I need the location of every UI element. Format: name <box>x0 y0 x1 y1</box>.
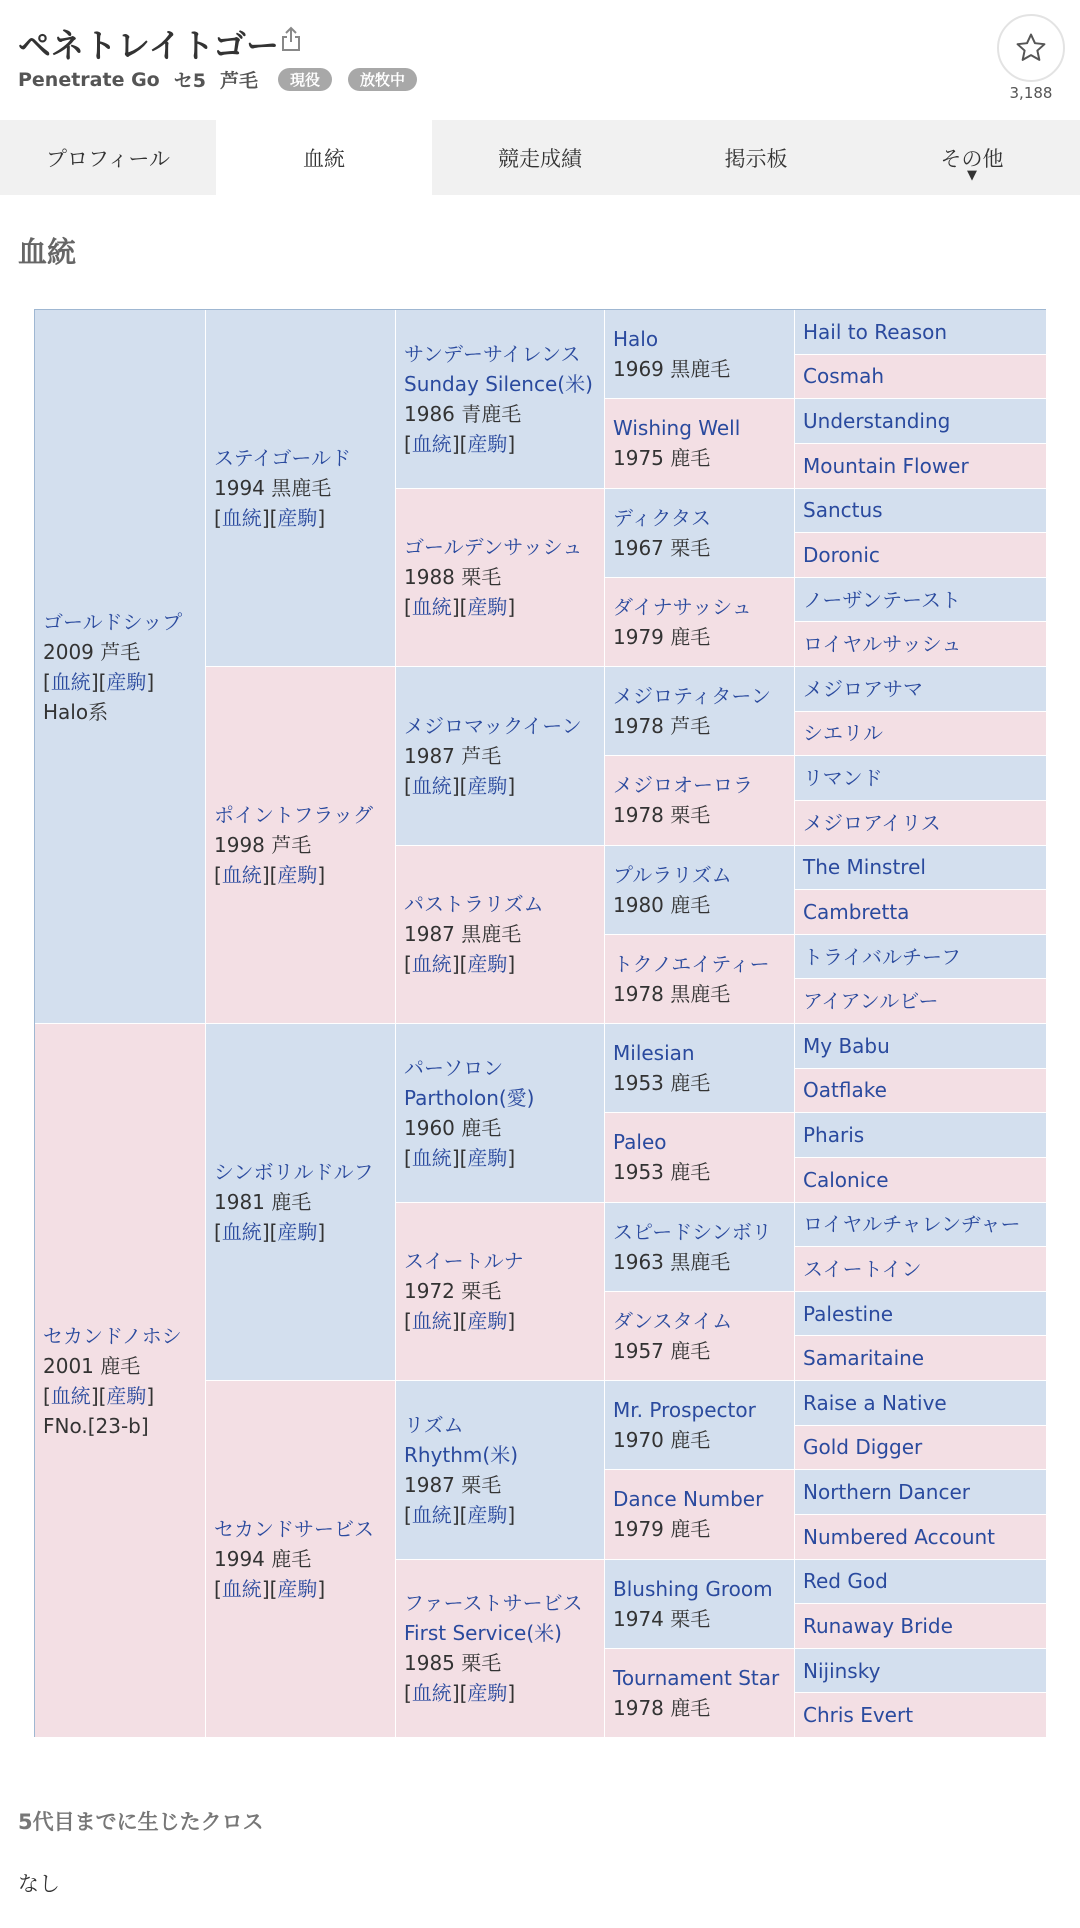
pedigree-cell <box>605 1024 795 1113</box>
ancestor-name-link[interactable]: Samaritaine <box>803 1346 925 1371</box>
ancestor-name-link[interactable]: The Minstrel <box>803 855 926 880</box>
ancestor-name-link[interactable]: Blushing Groom <box>613 1576 773 1601</box>
ancestor-name-link[interactable]: ステイゴールド <box>214 446 351 470</box>
pedigree-cell <box>396 667 605 846</box>
bracket-text: ][ <box>451 431 468 456</box>
pedigree-cell <box>795 979 1047 1024</box>
ancestor-name-link[interactable]: Runaway Bride <box>803 1613 953 1638</box>
bracket-text: [ <box>404 1681 412 1706</box>
bracket-text: [ <box>404 431 412 456</box>
pedigree-cell <box>795 756 1047 801</box>
cross-value: なし <box>18 1872 60 1896</box>
ancestor-links <box>214 503 395 533</box>
ancestor-name-link[interactable]: トライバルチーフ <box>803 944 961 969</box>
ancestor-name-link[interactable]: Wishing Well <box>613 416 741 441</box>
ancestor-links <box>214 1574 395 1604</box>
ancestor-name-link[interactable]: プルラリズム <box>613 862 732 887</box>
pedigree-link[interactable]: 血統 <box>221 863 262 887</box>
ancestor-name-link[interactable]: Understanding <box>803 409 951 434</box>
pedigree-cell <box>795 1247 1047 1292</box>
ancestor-info: 1979 鹿毛 <box>613 1517 711 1542</box>
ancestor-name-link[interactable]: Tournament Star <box>613 1665 780 1690</box>
ancestor-name-link[interactable]: リズム <box>404 1412 464 1437</box>
bracket-text: [ <box>214 863 222 887</box>
bracket-text: ][ <box>90 1383 107 1408</box>
bracket-text: [ <box>214 506 222 530</box>
bracket-text: ][ <box>261 863 278 887</box>
pedigree-cell <box>795 1649 1047 1694</box>
ancestor-name-en-link[interactable]: Rhythm(米) <box>404 1442 519 1467</box>
pedigree-cell <box>396 1381 605 1560</box>
status-badge-active: 現役 <box>278 68 332 91</box>
ancestor-name-link[interactable]: ノーザンテースト <box>803 587 961 612</box>
pedigree-cell <box>605 489 795 578</box>
bracket-text: ] <box>317 1220 326 1244</box>
pedigree-link[interactable]: 血統 <box>50 669 91 694</box>
ancestor-info: 1987 栗毛 <box>404 1472 502 1497</box>
ancestor-info: 1994 黒鹿毛 <box>214 476 332 500</box>
bracket-text: [ <box>404 1502 412 1527</box>
favorite-button[interactable] <box>997 14 1065 82</box>
pedigree-cell <box>605 756 795 845</box>
ancestor-name-link[interactable]: Chris Evert <box>803 1703 914 1728</box>
tab-other-label: その他 <box>940 146 1004 171</box>
ancestor-name-link[interactable]: Mountain Flower <box>803 453 969 478</box>
ancestor-name-link[interactable]: トクノエイティー <box>613 951 770 976</box>
bracket-text: ] <box>507 431 516 456</box>
ancestor-info: 1972 栗毛 <box>404 1279 502 1304</box>
pedigree-cell <box>396 489 605 668</box>
tab-pedigree[interactable]: 血統 <box>216 120 432 195</box>
ancestor-name-link[interactable]: Dance Number <box>613 1487 764 1512</box>
ancestor-name-link[interactable]: ダイナサッシュ <box>613 594 752 619</box>
bracket-text: [ <box>404 1145 412 1170</box>
pedigree-cell <box>605 578 795 667</box>
pedigree-cell <box>795 1203 1047 1248</box>
bracket-text: ] <box>507 773 516 798</box>
ancestor-name-link[interactable]: リマンド <box>803 766 883 791</box>
ancestor-info: 1963 黒鹿毛 <box>613 1249 731 1274</box>
ancestor-name-link[interactable]: メジロマックイーン <box>404 713 582 738</box>
pedigree-cell <box>605 1381 795 1470</box>
ancestor-links <box>404 1306 604 1336</box>
ancestor-links <box>404 592 604 622</box>
ancestor-info: 1978 芦毛 <box>613 714 711 739</box>
ancestor-info: 1969 黒鹿毛 <box>613 357 731 382</box>
ancestor-name-link[interactable]: メジロティターン <box>613 684 771 709</box>
horse-name: ペネトレイトゴー <box>18 26 280 65</box>
tab-race-results[interactable]: 競走成績 <box>498 146 582 171</box>
pedigree-cell <box>396 1560 605 1739</box>
ancestor-name-link[interactable]: ゴールドシップ <box>43 609 183 634</box>
horse-subline <box>18 66 427 93</box>
bracket-text: ] <box>507 1145 516 1170</box>
ancestor-name-link[interactable]: Palestine <box>803 1301 894 1326</box>
pedigree-cell <box>795 1158 1047 1203</box>
ancestor-name-link[interactable]: ダンスタイム <box>613 1308 733 1333</box>
pedigree-link[interactable]: 血統 <box>50 1383 91 1408</box>
ancestor-info: 1960 鹿毛 <box>404 1115 502 1140</box>
pedigree-cell <box>396 1203 605 1382</box>
bracket-text: ][ <box>451 1145 468 1170</box>
pedigree-cell <box>795 578 1047 623</box>
chevron-down-icon: ▼ <box>967 168 977 183</box>
pedigree-table <box>34 309 1046 1737</box>
offspring-link[interactable]: 産駒 <box>467 1681 508 1706</box>
ancestor-name-link[interactable]: Paleo <box>613 1130 667 1155</box>
bracket-text: ] <box>507 952 516 977</box>
status-badge-resting: 放牧中 <box>348 68 417 91</box>
offspring-link[interactable]: 産駒 <box>467 595 508 620</box>
ancestor-info: 1957 鹿毛 <box>613 1338 711 1363</box>
pedigree-cell <box>795 444 1047 489</box>
ancestor-info: 1970 鹿毛 <box>613 1428 711 1453</box>
ancestor-name-link[interactable]: Raise a Native <box>803 1390 947 1415</box>
pedigree-link[interactable]: 血統 <box>221 1577 262 1601</box>
pedigree-cell <box>605 846 795 935</box>
bracket-text: [ <box>404 952 412 977</box>
horse-sex-age: セ5 <box>173 70 206 92</box>
ancestor-name-link[interactable]: My Babu <box>803 1033 890 1058</box>
ancestor-links <box>404 429 604 459</box>
ancestor-name-link[interactable]: ファーストサービス <box>404 1591 583 1616</box>
bracket-text: ][ <box>451 773 468 798</box>
ancestor-name-link[interactable]: Oatflake <box>803 1078 887 1103</box>
ancestor-links <box>404 1678 604 1708</box>
pedigree-cell <box>605 1649 795 1738</box>
ancestor-name-en-link[interactable]: First Service(米) <box>404 1621 562 1646</box>
pedigree-cell <box>795 533 1047 578</box>
tab-other[interactable] <box>864 120 1080 195</box>
ancestor-name-link[interactable]: ポイントフラッグ <box>214 803 373 827</box>
pedigree-cell <box>396 846 605 1025</box>
pedigree-cell <box>795 1560 1047 1605</box>
ancestor-links <box>43 1381 205 1411</box>
pedigree-cell <box>795 890 1047 935</box>
bracket-text: [ <box>404 595 412 620</box>
bracket-text: [ <box>404 773 412 798</box>
ancestor-name-link[interactable]: スピードシンボリ <box>613 1219 772 1244</box>
pedigree-cell <box>396 310 605 489</box>
ancestor-name-link[interactable]: パストラリズム <box>404 892 544 917</box>
bracket-text: ] <box>317 506 326 530</box>
ancestor-info: 2001 鹿毛 <box>43 1353 141 1378</box>
ancestor-name-link[interactable]: パーソロン <box>404 1055 504 1080</box>
ancestor-name-link[interactable]: メジロオーロラ <box>613 773 753 798</box>
ancestor-name-link[interactable]: スイートルナ <box>404 1249 524 1274</box>
bracket-text: ][ <box>90 669 107 694</box>
ancestor-info: 1981 鹿毛 <box>214 1190 312 1214</box>
pedigree-cell <box>795 667 1047 712</box>
ancestor-name-link[interactable]: スイートイン <box>803 1256 922 1281</box>
bracket-text: ][ <box>261 1577 278 1601</box>
pedigree-cell <box>206 1024 396 1381</box>
pedigree-cell <box>396 1024 605 1203</box>
pedigree-cell <box>206 1381 396 1738</box>
pedigree-cell <box>795 355 1047 400</box>
offspring-link[interactable]: 産駒 <box>106 669 147 694</box>
bracket-text: ] <box>317 863 326 887</box>
pedigree-cell <box>795 399 1047 444</box>
bracket-text: [ <box>43 669 51 694</box>
pedigree-cell <box>795 1515 1047 1560</box>
pedigree-link[interactable]: 血統 <box>221 1220 262 1244</box>
bracket-text: ][ <box>261 506 278 530</box>
ancestor-name-link[interactable]: メジロアイリス <box>803 810 941 835</box>
pedigree-link[interactable]: 血統 <box>411 1502 452 1527</box>
ancestor-name-link[interactable]: Sanctus <box>803 498 883 523</box>
pedigree-link[interactable]: 血統 <box>411 952 452 977</box>
bracket-text: [ <box>214 1577 222 1601</box>
pedigree-cell <box>605 667 795 756</box>
ancestor-name-link[interactable]: シンボリルドルフ <box>214 1160 374 1184</box>
bracket-text: ][ <box>451 595 468 620</box>
pedigree-cell <box>795 1604 1047 1649</box>
ancestor-name-link[interactable]: ディクタス <box>613 505 711 530</box>
bracket-text: ][ <box>451 1502 468 1527</box>
bracket-text: ][ <box>451 1681 468 1706</box>
pedigree-cell <box>795 1113 1047 1158</box>
ancestor-name-link[interactable]: Doronic <box>803 542 880 567</box>
ancestor-links <box>404 949 604 979</box>
ancestor-info: 1994 鹿毛 <box>214 1547 312 1571</box>
ancestor-info: 1978 黒鹿毛 <box>613 981 731 1006</box>
ancestor-info: 1975 鹿毛 <box>613 446 711 471</box>
ancestor-name-link[interactable]: アイアンルビー <box>803 989 939 1014</box>
pedigree-cell <box>795 1693 1047 1738</box>
ancestor-info: 1953 鹿毛 <box>613 1160 711 1185</box>
ancestor-info: 2009 芦毛 <box>43 639 141 664</box>
ancestor-name-link[interactable]: Milesian <box>613 1041 695 1066</box>
ancestor-name-link[interactable]: Halo <box>613 327 659 352</box>
offspring-link[interactable]: 産駒 <box>106 1383 147 1408</box>
bracket-text: ][ <box>451 1309 468 1334</box>
pedigree-cell <box>795 1426 1047 1471</box>
pedigree-cell <box>795 1292 1047 1337</box>
bracket-text: [ <box>404 1309 412 1334</box>
ancestor-info: 1978 鹿毛 <box>613 1695 711 1720</box>
ancestor-name-link[interactable]: Hail to Reason <box>803 319 948 344</box>
cross-title: 5代目までに生じたクロス <box>18 1810 264 1834</box>
pedigree-link[interactable]: 血統 <box>411 773 452 798</box>
pedigree-cell <box>605 1292 795 1381</box>
ancestor-name-link[interactable]: Pharis <box>803 1123 865 1148</box>
ancestor-info: 1979 鹿毛 <box>613 624 711 649</box>
pedigree-cell <box>795 1024 1047 1069</box>
ancestor-name-link[interactable]: セカンドサービス <box>214 1517 374 1541</box>
ancestor-name-link[interactable]: Mr. Prospector <box>613 1398 756 1423</box>
favorite-count: 3,188 <box>1009 84 1053 102</box>
horse-color: 芦毛 <box>219 70 258 92</box>
ancestor-info: 1986 青鹿毛 <box>404 401 522 426</box>
ancestor-name-link[interactable]: ロイヤルサッシュ <box>803 632 962 657</box>
ancestor-info: 1980 鹿毛 <box>613 892 711 917</box>
star-icon <box>1014 31 1048 65</box>
pedigree-link[interactable]: 血統 <box>221 506 262 530</box>
ancestor-info: 1967 栗毛 <box>613 535 711 560</box>
bracket-text: ] <box>507 1681 516 1706</box>
ancestor-name-link[interactable]: Cambretta <box>803 899 910 924</box>
pedigree-cell <box>795 1336 1047 1381</box>
ancestor-links <box>214 860 395 890</box>
bracket-text: ][ <box>451 952 468 977</box>
ancestor-name-link[interactable]: Nijinsky <box>803 1658 881 1683</box>
ancestor-name-en-link[interactable]: Partholon(愛) <box>404 1085 535 1110</box>
ancestor-info: 1978 栗毛 <box>613 803 711 828</box>
bracket-text: ] <box>146 1383 155 1408</box>
offspring-link[interactable]: 産駒 <box>467 1145 508 1170</box>
pedigree-link[interactable]: 血統 <box>411 1681 452 1706</box>
pedigree-cell <box>795 712 1047 757</box>
offspring-link[interactable]: 産駒 <box>277 863 318 887</box>
ancestor-info: 1987 黒鹿毛 <box>404 922 522 947</box>
ancestor-name-link[interactable]: Northern Dancer <box>803 1480 971 1505</box>
offspring-link[interactable]: 産駒 <box>277 1220 318 1244</box>
pedigree-cell <box>795 489 1047 534</box>
offspring-link[interactable]: 産駒 <box>277 506 318 530</box>
pedigree-cell <box>206 310 396 667</box>
pedigree-cell <box>35 1024 206 1738</box>
horse-name-en: Penetrate Go <box>18 68 160 91</box>
ancestor-extra: Halo系 <box>43 699 109 724</box>
bracket-text: [ <box>43 1383 51 1408</box>
bracket-text: ] <box>507 1502 516 1527</box>
pedigree-cell <box>605 1560 795 1649</box>
ancestor-links <box>404 771 604 801</box>
bracket-text: ] <box>507 1309 516 1334</box>
pedigree-cell <box>795 622 1047 667</box>
pedigree-cell <box>795 310 1047 355</box>
bracket-text: ] <box>317 1577 326 1601</box>
tab-bar <box>0 120 1080 195</box>
pedigree-cell <box>795 935 1047 980</box>
tab-profile[interactable]: プロフィール <box>46 146 170 171</box>
bracket-text: [ <box>214 1220 222 1244</box>
pedigree-cell <box>605 399 795 488</box>
pedigree-cell <box>795 1381 1047 1426</box>
ancestor-links <box>43 667 205 697</box>
ancestor-name-link[interactable]: サンデーサイレンス <box>404 341 581 366</box>
share-icon[interactable] <box>280 26 302 52</box>
pedigree-cell <box>795 1069 1047 1114</box>
ancestor-info: 1974 栗毛 <box>613 1606 711 1631</box>
pedigree-cell <box>795 846 1047 891</box>
bracket-text: ] <box>146 669 155 694</box>
ancestor-name-link[interactable]: Red God <box>803 1569 888 1594</box>
ancestor-name-link[interactable]: ゴールデンサッシュ <box>404 535 583 560</box>
pedigree-cell <box>605 310 795 399</box>
bracket-text: ] <box>507 595 516 620</box>
ancestor-links <box>404 1143 604 1173</box>
ancestor-name-en-link[interactable]: Sunday Silence(米) <box>404 371 593 396</box>
ancestor-name-link[interactable]: Numbered Account <box>803 1524 996 1549</box>
ancestor-name-link[interactable]: Cosmah <box>803 364 885 389</box>
pedigree-link[interactable]: 血統 <box>411 1145 452 1170</box>
ancestor-extra: FNo.[23-b] <box>43 1413 149 1438</box>
pedigree-cell <box>605 1203 795 1292</box>
offspring-link[interactable]: 産駒 <box>467 431 508 456</box>
offspring-link[interactable]: 産駒 <box>277 1577 318 1601</box>
ancestor-name-link[interactable]: ロイヤルチャレンヂャー <box>803 1212 1021 1237</box>
bracket-text: ][ <box>261 1220 278 1244</box>
ancestor-info: 1985 栗毛 <box>404 1651 502 1676</box>
offspring-link[interactable]: 産駒 <box>467 1309 508 1334</box>
pedigree-cell <box>795 1470 1047 1515</box>
ancestor-info: 1953 鹿毛 <box>613 1071 711 1096</box>
pedigree-link[interactable]: 血統 <box>411 431 452 456</box>
tab-board[interactable]: 掲示板 <box>724 146 788 171</box>
offspring-link[interactable]: 産駒 <box>467 1502 508 1527</box>
ancestor-info: 1988 栗毛 <box>404 565 502 590</box>
pedigree-cell <box>605 935 795 1024</box>
ancestor-links <box>404 1500 604 1530</box>
ancestor-name-link[interactable]: Calonice <box>803 1167 889 1192</box>
ancestor-info: 1987 芦毛 <box>404 743 502 768</box>
pedigree-link[interactable]: 血統 <box>411 1309 452 1334</box>
pedigree-cell <box>605 1113 795 1202</box>
ancestor-links <box>214 1217 395 1247</box>
pedigree-cell <box>795 801 1047 846</box>
section-title: 血統 <box>18 235 77 269</box>
ancestor-name-link[interactable]: シエリル <box>803 721 883 746</box>
offspring-link[interactable]: 産駒 <box>467 952 508 977</box>
offspring-link[interactable]: 産駒 <box>467 773 508 798</box>
ancestor-name-link[interactable]: セカンドノホシ <box>43 1323 182 1348</box>
pedigree-cell <box>206 667 396 1024</box>
pedigree-cell <box>605 1470 795 1559</box>
ancestor-name-link[interactable]: Gold Digger <box>803 1435 923 1460</box>
pedigree-link[interactable]: 血統 <box>411 595 452 620</box>
ancestor-name-link[interactable]: メジロアサマ <box>803 676 923 701</box>
ancestor-info: 1998 芦毛 <box>214 833 312 857</box>
horse-header <box>0 0 1080 120</box>
pedigree-cell <box>35 310 206 1024</box>
